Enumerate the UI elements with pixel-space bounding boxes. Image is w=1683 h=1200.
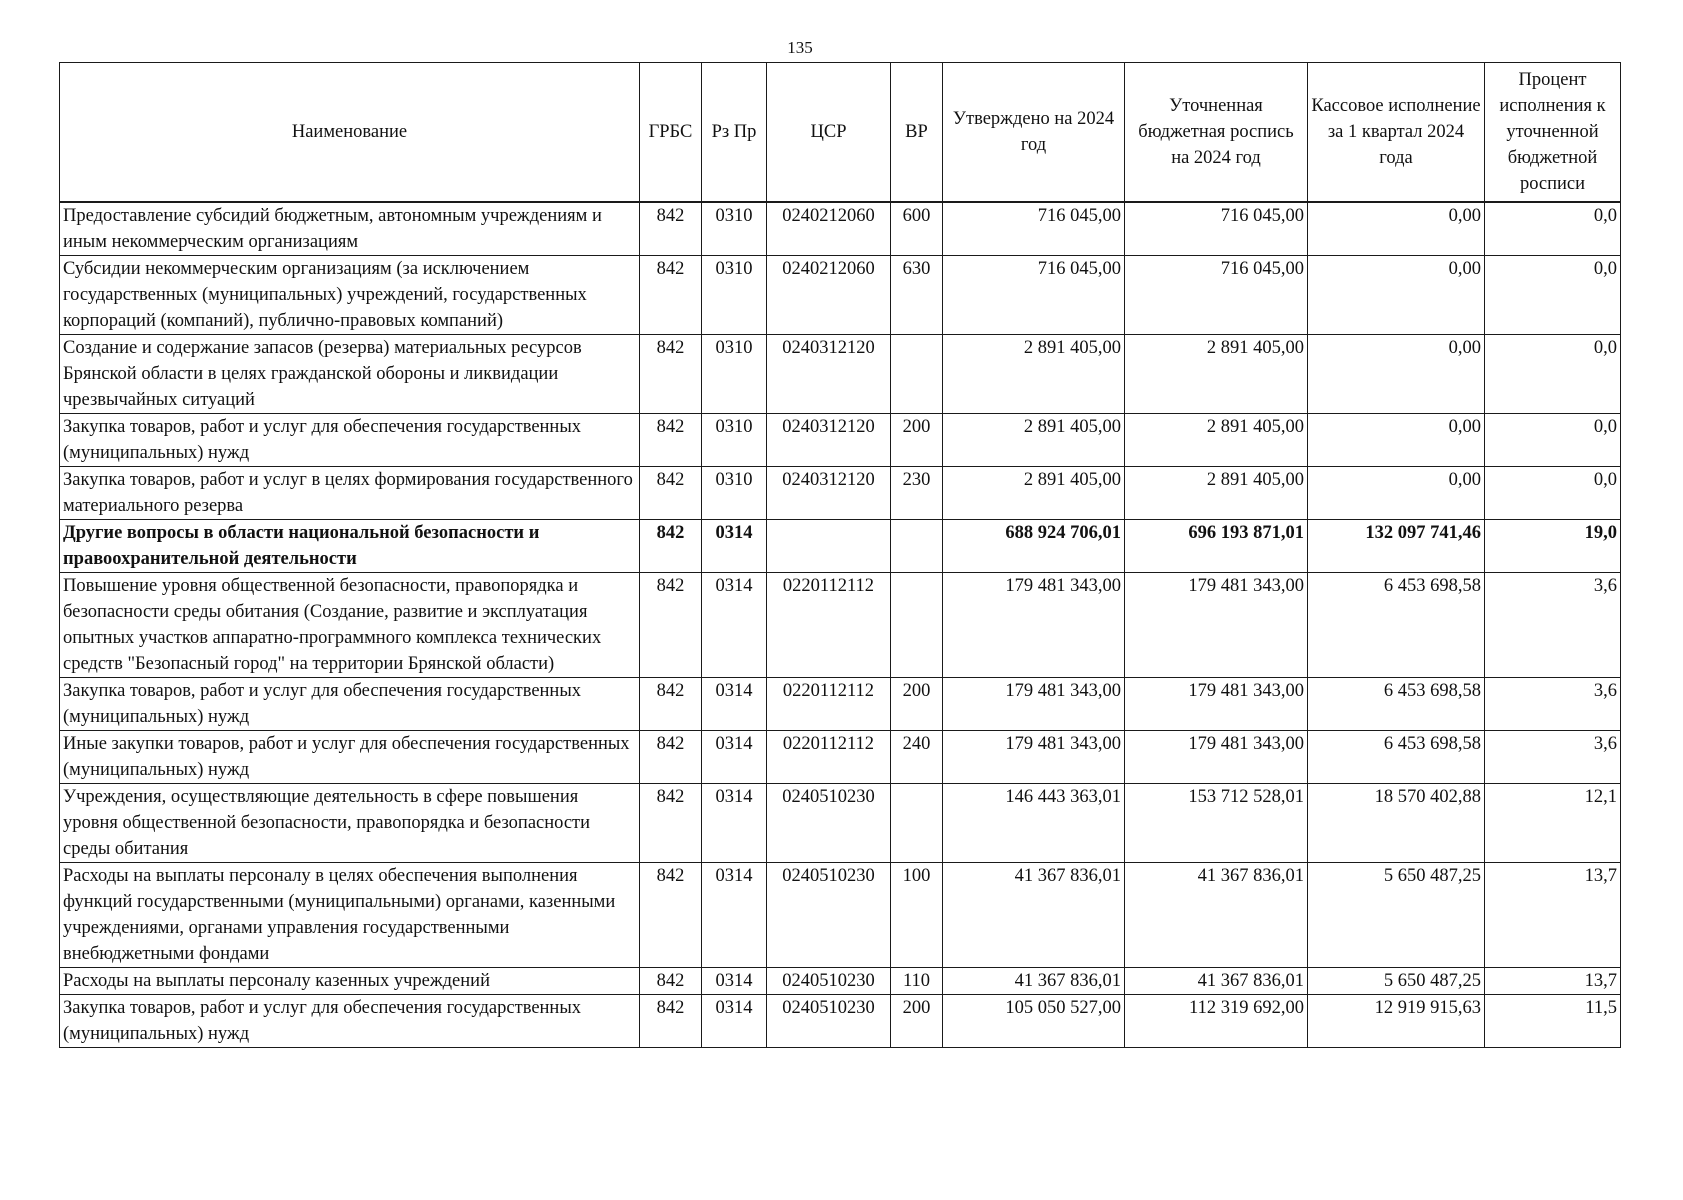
cell-csr: 0240510230 — [767, 995, 891, 1048]
cell-vr — [891, 784, 943, 863]
cell-csr: 0240510230 — [767, 863, 891, 968]
cell-approved: 41 367 836,01 — [943, 863, 1125, 968]
cell-refined: 2 891 405,00 — [1125, 467, 1308, 520]
cell-cash: 12 919 915,63 — [1308, 995, 1485, 1048]
table-row — [60, 995, 1621, 1048]
cell-refined: 153 712 528,01 — [1125, 784, 1308, 863]
cell-percent: 3,6 — [1485, 731, 1621, 784]
cell-cash: 6 453 698,58 — [1308, 573, 1485, 678]
cell-csr: 0240312120 — [767, 335, 891, 414]
cell-percent: 11,5 — [1485, 995, 1621, 1048]
cell-vr: 110 — [891, 968, 943, 995]
cell-grbs: 842 — [640, 573, 702, 678]
table-row — [60, 573, 1621, 678]
cell-approved: 179 481 343,00 — [943, 678, 1125, 731]
cell-vr — [891, 520, 943, 573]
cell-grbs: 842 — [640, 202, 702, 256]
cell-rzpr: 0310 — [702, 202, 767, 256]
cell-percent: 3,6 — [1485, 678, 1621, 731]
header-vr: ВР — [891, 63, 943, 203]
cell-name: Другие вопросы в области национальной безопасности и правоохранительной деятельности — [60, 520, 640, 573]
cell-approved: 2 891 405,00 — [943, 414, 1125, 467]
cell-percent: 0,0 — [1485, 467, 1621, 520]
cell-vr: 630 — [891, 256, 943, 335]
cell-refined: 179 481 343,00 — [1125, 678, 1308, 731]
table-header-row — [60, 63, 1621, 203]
cell-grbs: 842 — [640, 968, 702, 995]
header-approved: Утверждено на 2024 год — [943, 63, 1125, 203]
budget-execution-table — [59, 62, 1621, 1048]
cell-grbs: 842 — [640, 520, 702, 573]
cell-grbs: 842 — [640, 467, 702, 520]
table-row — [60, 467, 1621, 520]
cell-cash: 5 650 487,25 — [1308, 863, 1485, 968]
cell-grbs: 842 — [640, 678, 702, 731]
cell-rzpr: 0310 — [702, 335, 767, 414]
cell-vr — [891, 335, 943, 414]
cell-csr: 0240510230 — [767, 784, 891, 863]
cell-grbs: 842 — [640, 414, 702, 467]
cell-name: Создание и содержание запасов (резерва) материальных ресурсов Брянской области в целях гражданской обороны и ликвидации чрезвычайных ситуаций — [60, 335, 640, 414]
cell-percent: 13,7 — [1485, 863, 1621, 968]
cell-refined: 179 481 343,00 — [1125, 573, 1308, 678]
cell-cash: 18 570 402,88 — [1308, 784, 1485, 863]
table-row — [60, 968, 1621, 995]
cell-approved: 41 367 836,01 — [943, 968, 1125, 995]
header-name: Наименование — [60, 63, 640, 203]
cell-vr: 200 — [891, 414, 943, 467]
cell-name: Расходы на выплаты персоналу в целях обеспечения выполнения функций государственными (муниципальными) органами, казенными учреждениями, органами управления государственными внебюджетными фондами — [60, 863, 640, 968]
cell-rzpr: 0314 — [702, 784, 767, 863]
cell-vr: 600 — [891, 202, 943, 256]
header-refined: Уточненная бюджетная роспись на 2024 год — [1125, 63, 1308, 203]
table-row — [60, 731, 1621, 784]
cell-percent: 0,0 — [1485, 256, 1621, 335]
cell-percent: 13,7 — [1485, 968, 1621, 995]
cell-rzpr: 0314 — [702, 678, 767, 731]
cell-refined: 179 481 343,00 — [1125, 731, 1308, 784]
cell-name: Закупка товаров, работ и услуг для обеспечения государственных (муниципальных) нужд — [60, 995, 640, 1048]
cell-refined: 716 045,00 — [1125, 256, 1308, 335]
cell-approved: 179 481 343,00 — [943, 731, 1125, 784]
cell-percent: 19,0 — [1485, 520, 1621, 573]
cell-refined: 2 891 405,00 — [1125, 335, 1308, 414]
cell-cash: 5 650 487,25 — [1308, 968, 1485, 995]
cell-refined: 716 045,00 — [1125, 202, 1308, 256]
cell-rzpr: 0314 — [702, 968, 767, 995]
cell-cash: 0,00 — [1308, 202, 1485, 256]
cell-vr: 240 — [891, 731, 943, 784]
table-row — [60, 335, 1621, 414]
cell-approved: 179 481 343,00 — [943, 573, 1125, 678]
cell-approved: 688 924 706,01 — [943, 520, 1125, 573]
cell-approved: 716 045,00 — [943, 202, 1125, 256]
cell-grbs: 842 — [640, 256, 702, 335]
cell-rzpr: 0314 — [702, 995, 767, 1048]
header-csr: ЦСР — [767, 63, 891, 203]
cell-vr: 200 — [891, 678, 943, 731]
cell-approved: 716 045,00 — [943, 256, 1125, 335]
cell-cash: 0,00 — [1308, 467, 1485, 520]
cell-vr: 200 — [891, 995, 943, 1048]
cell-grbs: 842 — [640, 995, 702, 1048]
cell-name: Закупка товаров, работ и услуг для обеспечения государственных (муниципальных) нужд — [60, 414, 640, 467]
cell-csr: 0220112112 — [767, 678, 891, 731]
cell-grbs: 842 — [640, 784, 702, 863]
cell-rzpr: 0314 — [702, 520, 767, 573]
table-row — [60, 520, 1621, 573]
cell-csr: 0240312120 — [767, 414, 891, 467]
cell-csr: 0240212060 — [767, 256, 891, 335]
cell-name: Учреждения, осуществляющие деятельность в сфере повышения уровня общественной безопасности, правопорядка и безопасности среды обитания — [60, 784, 640, 863]
cell-grbs: 842 — [640, 863, 702, 968]
cell-csr: 0220112112 — [767, 731, 891, 784]
cell-csr: 0220112112 — [767, 573, 891, 678]
cell-cash: 0,00 — [1308, 256, 1485, 335]
cell-name: Повышение уровня общественной безопасности, правопорядка и безопасности среды обитания (Создание, развитие и эксплуатация опытных участков аппаратно-программного комплекса технических средств "Безопасный город" на территории Брянской области) — [60, 573, 640, 678]
cell-csr: 0240510230 — [767, 968, 891, 995]
table-row — [60, 678, 1621, 731]
table-row — [60, 202, 1621, 256]
cell-vr: 100 — [891, 863, 943, 968]
cell-approved: 2 891 405,00 — [943, 335, 1125, 414]
header-cash: Кассовое исполнение за 1 квартал 2024 года — [1308, 63, 1485, 203]
header-percent: Процент исполнения к уточненной бюджетной росписи — [1485, 63, 1621, 203]
cell-cash: 6 453 698,58 — [1308, 678, 1485, 731]
cell-grbs: 842 — [640, 731, 702, 784]
cell-name: Субсидии некоммерческим организациям (за исключением государственных (муниципальных) учреждений, государственных корпораций (компаний), публично-правовых компаний) — [60, 256, 640, 335]
cell-approved: 146 443 363,01 — [943, 784, 1125, 863]
cell-cash: 0,00 — [1308, 335, 1485, 414]
cell-rzpr: 0310 — [702, 256, 767, 335]
cell-approved: 2 891 405,00 — [943, 467, 1125, 520]
cell-name: Закупка товаров, работ и услуг для обеспечения государственных (муниципальных) нужд — [60, 678, 640, 731]
table-body — [60, 202, 1621, 1048]
cell-percent: 12,1 — [1485, 784, 1621, 863]
cell-name: Закупка товаров, работ и услуг в целях формирования государственного материального резерва — [60, 467, 640, 520]
cell-rzpr: 0314 — [702, 731, 767, 784]
cell-csr: 0240212060 — [767, 202, 891, 256]
cell-csr — [767, 520, 891, 573]
cell-rzpr: 0310 — [702, 414, 767, 467]
cell-csr: 0240312120 — [767, 467, 891, 520]
cell-rzpr: 0314 — [702, 863, 767, 968]
cell-name: Иные закупки товаров, работ и услуг для обеспечения государственных (муниципальных) нужд — [60, 731, 640, 784]
cell-name: Расходы на выплаты персоналу казенных учреждений — [60, 968, 640, 995]
cell-cash: 6 453 698,58 — [1308, 731, 1485, 784]
table-row — [60, 863, 1621, 968]
cell-refined: 2 891 405,00 — [1125, 414, 1308, 467]
cell-name: Предоставление субсидий бюджетным, автономным учреждениям и иным некоммерческим организациям — [60, 202, 640, 256]
cell-grbs: 842 — [640, 335, 702, 414]
cell-percent: 0,0 — [1485, 414, 1621, 467]
table-row — [60, 414, 1621, 467]
cell-rzpr: 0310 — [702, 467, 767, 520]
header-rzpr: Рз Пр — [702, 63, 767, 203]
cell-vr: 230 — [891, 467, 943, 520]
cell-percent: 0,0 — [1485, 335, 1621, 414]
cell-refined: 41 367 836,01 — [1125, 968, 1308, 995]
cell-cash: 132 097 741,46 — [1308, 520, 1485, 573]
cell-approved: 105 050 527,00 — [943, 995, 1125, 1048]
table-row — [60, 784, 1621, 863]
cell-vr — [891, 573, 943, 678]
cell-refined: 696 193 871,01 — [1125, 520, 1308, 573]
cell-refined: 112 319 692,00 — [1125, 995, 1308, 1048]
cell-rzpr: 0314 — [702, 573, 767, 678]
cell-percent: 0,0 — [1485, 202, 1621, 256]
page-number: 135 — [787, 38, 813, 57]
table-row — [60, 256, 1621, 335]
header-grbs: ГРБС — [640, 63, 702, 203]
cell-refined: 41 367 836,01 — [1125, 863, 1308, 968]
cell-cash: 0,00 — [1308, 414, 1485, 467]
cell-percent: 3,6 — [1485, 573, 1621, 678]
